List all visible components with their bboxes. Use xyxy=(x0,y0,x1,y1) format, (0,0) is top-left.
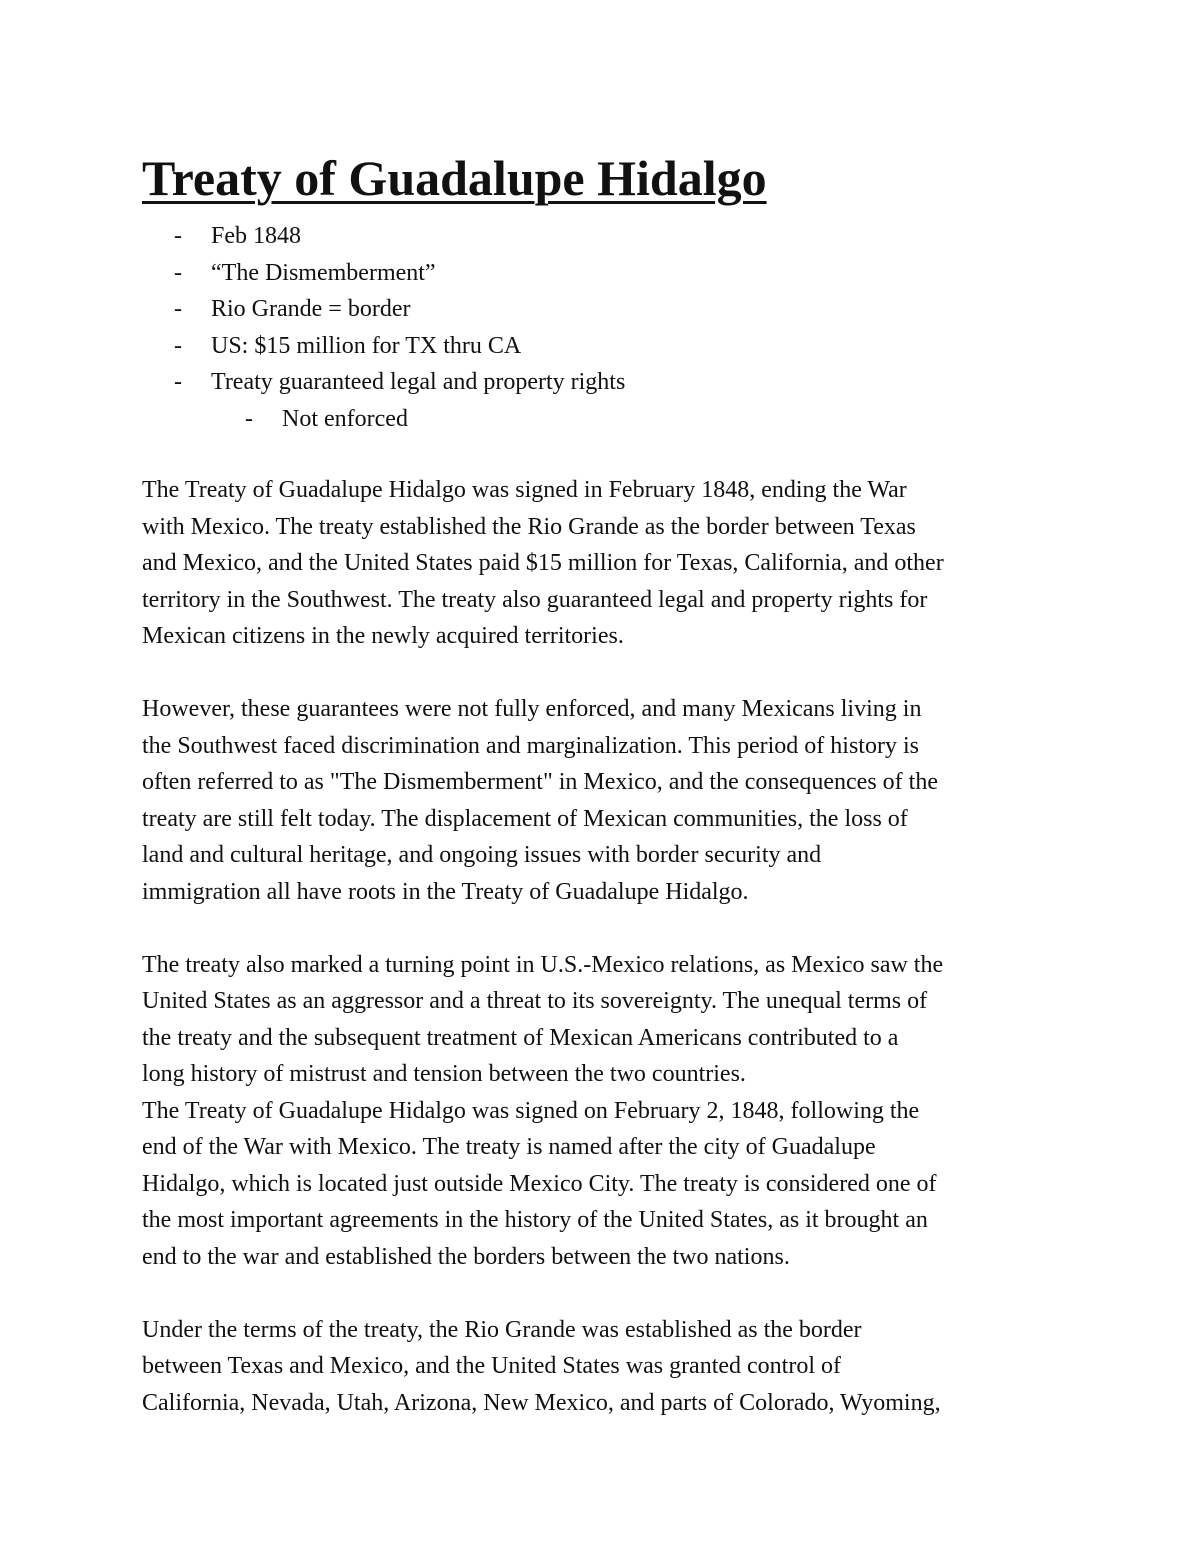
text-line: with Mexico. The treaty established the Rio Grande as the border between Texas xyxy=(142,513,916,540)
bullet-item xyxy=(0,328,1200,365)
bullet-text: Rio Grande = border xyxy=(211,296,411,322)
text-line: However, these guarantees were not fully enforced, and many Mexicans living in xyxy=(142,696,922,722)
text-line: Under the terms of the treaty, the Rio Grande was established as the border xyxy=(142,1316,862,1343)
text-line: territory in the Southwest. The treaty also guaranteed legal and property rights for xyxy=(142,586,928,613)
text-line: Hidalgo, which is located just outside Mexico City. The treaty is considered one of xyxy=(142,1170,937,1197)
bullet-list xyxy=(0,218,1200,437)
sub-bullet-item xyxy=(0,401,1200,438)
bullet-text: US: $15 million for TX thru CA xyxy=(211,332,522,359)
bullet-item xyxy=(0,291,1200,328)
text-line: immigration all have roots in the Treaty of Guadalupe Hidalgo. xyxy=(142,878,749,905)
bullet-item xyxy=(0,218,1200,255)
bullet-marker: - xyxy=(174,332,182,359)
bullet-text: Feb 1848 xyxy=(211,223,301,249)
text-line: land and cultural heritage, and ongoing issues with border security and xyxy=(142,842,822,868)
text-line: end to the war and established the borders between the two nations. xyxy=(142,1243,790,1270)
bullet-marker: - xyxy=(174,223,182,249)
text-line: and Mexico, and the United States paid $15 million for Texas, California, and other xyxy=(142,550,944,576)
text-line: Mexican citizens in the newly acquired territories. xyxy=(142,623,624,649)
text-line: United States as an aggressor and a threat to its sovereignty. The unequal terms of xyxy=(142,988,928,1014)
paragraph xyxy=(142,472,1067,655)
bullet-marker: - xyxy=(245,405,253,432)
bullet-text: Treaty guaranteed legal and property rights xyxy=(211,369,626,395)
bullet-item xyxy=(0,255,1200,292)
paragraph xyxy=(142,947,1067,1093)
text-line: The treaty also marked a turning point in U.S.-Mexico relations, as Mexico saw the xyxy=(142,951,944,978)
paragraph xyxy=(142,691,1067,910)
text-line: the most important agreements in the history of the United States, as it brought an xyxy=(142,1207,928,1233)
paragraph xyxy=(142,1093,1067,1276)
document-title: Treaty of Guadalupe Hidalgo xyxy=(142,150,767,206)
body-text xyxy=(142,472,1067,1421)
text-line: the treaty and the subsequent treatment of Mexican Americans contributed to a xyxy=(142,1024,899,1051)
text-line: California, Nevada, Utah, Arizona, New Mexico, and parts of Colorado, Wyoming, xyxy=(142,1389,941,1416)
text-line: The Treaty of Guadalupe Hidalgo was signed in February 1848, ending the War xyxy=(142,477,907,503)
paragraph xyxy=(142,1312,1067,1422)
bullet-marker: - xyxy=(174,259,182,286)
bullet-marker: - xyxy=(174,369,182,395)
text-line: often referred to as "The Dismemberment" in Mexico, and the consequences of the xyxy=(142,769,938,795)
text-line: end of the War with Mexico. The treaty is named after the city of Guadalupe xyxy=(142,1134,876,1160)
text-line: between Texas and Mexico, and the United States was granted control of xyxy=(142,1353,841,1379)
bullet-marker: - xyxy=(174,296,182,322)
bullet-text: Not enforced xyxy=(282,405,408,432)
text-line: treaty are still felt today. The displacement of Mexican communities, the loss of xyxy=(142,805,908,832)
bullet-text: “The Dismemberment” xyxy=(211,259,436,286)
bullet-item xyxy=(0,364,1200,401)
text-line: the Southwest faced discrimination and marginalization. This period of history is xyxy=(142,732,919,759)
text-line: long history of mistrust and tension between the two countries. xyxy=(142,1061,746,1087)
text-line: The Treaty of Guadalupe Hidalgo was signed on February 2, 1848, following the xyxy=(142,1097,920,1124)
